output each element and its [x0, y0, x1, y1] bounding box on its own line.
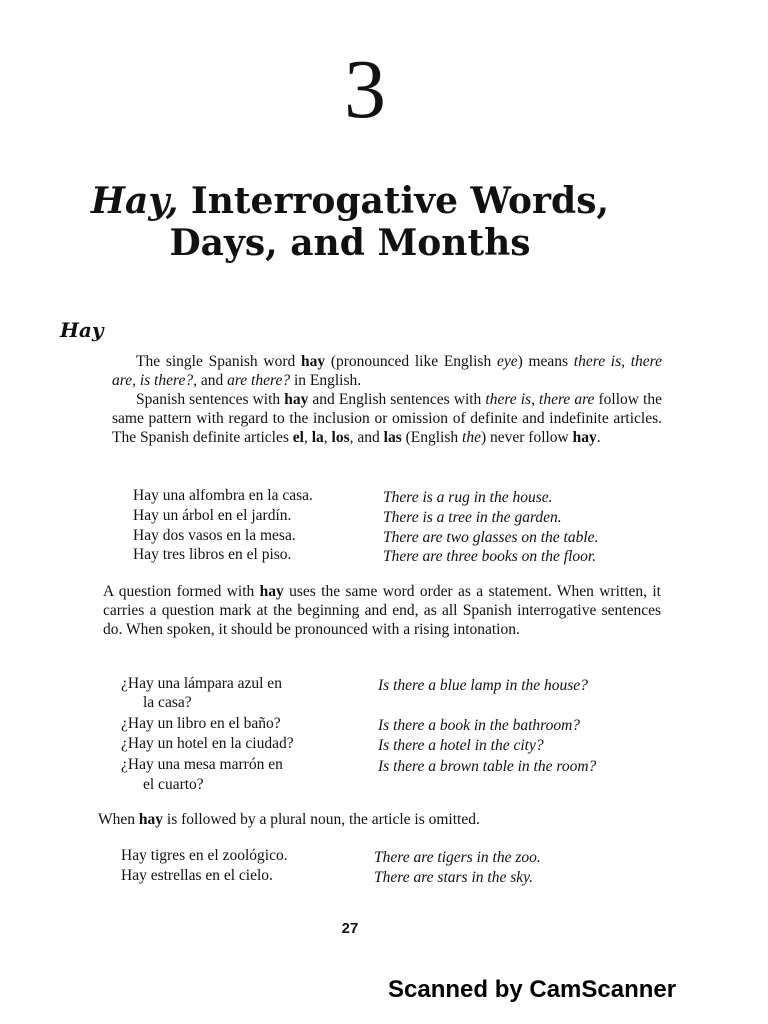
- example-es: Hay tres libros en el piso.: [133, 546, 292, 563]
- scanner-watermark: Scanned by CamScanner: [388, 976, 677, 1003]
- example-es: Hay una alfombra en la casa.: [133, 487, 313, 504]
- page-number: 27: [341, 920, 359, 937]
- chapter-number: 3: [344, 43, 386, 136]
- paragraph-articles: Spanish sentences with hay and English sentences with there is, there are follow the same pattern with regard to the inclusion or omission of definite and indefinite articles. The Spanish definite articles el, la, los, and las (English the) never follow hay.: [112, 391, 662, 446]
- example-en: There is a rug in the house.: [383, 489, 553, 506]
- example-en: Is there a book in the bathroom?: [378, 717, 581, 734]
- example-en: There are tigers in the zoo.: [374, 849, 541, 866]
- example-en: Is there a brown table in the room?: [378, 758, 597, 775]
- chapter-title-line1: Interrogative Words,: [178, 180, 609, 222]
- example-en: There are three books on the floor.: [383, 548, 597, 565]
- chapter-title-line2: Days, and Months: [169, 222, 531, 264]
- example-es: Hay tigres en el zoológico.: [121, 847, 288, 864]
- example-es-continued: la casa?: [143, 694, 192, 711]
- example-en: There are stars in the sky.: [374, 869, 534, 886]
- chapter-title: [0, 180, 700, 264]
- paragraph-plural-rule: When hay is followed by a plural noun, the article is omitted.: [98, 811, 480, 828]
- paragraph-question-form: A question formed with hay uses the same word order as a statement. When written, it carries a question mark at the beginning and end, as all Spanish interrogative sentences do. When spoken, it should be pronounced with a rising intonation.: [103, 583, 661, 638]
- example-en: Is there a hotel in the city?: [378, 737, 544, 754]
- paragraph-intro: [112, 352, 662, 447]
- example-en: There is a tree in the garden.: [383, 509, 562, 526]
- example-en: Is there a blue lamp in the house?: [378, 677, 588, 694]
- example-es: ¿Hay un hotel en la ciudad?: [121, 735, 294, 752]
- example-es: Hay estrellas en el cielo.: [121, 867, 273, 884]
- example-es-continued: el cuarto?: [143, 776, 204, 793]
- example-es: Hay un árbol en el jardín.: [133, 507, 292, 524]
- example-en: There are two glasses on the table.: [383, 529, 599, 546]
- example-es: ¿Hay una mesa marrón en: [121, 756, 283, 773]
- example-es: ¿Hay una lámpara azul en: [121, 675, 282, 692]
- section-heading: Hay: [60, 318, 104, 342]
- example-es: ¿Hay un libro en el baño?: [121, 715, 281, 732]
- paragraph-hay-meaning: The single Spanish word hay (pronounced like English eye) means there is, there are, is there?, and are there? in English.: [112, 353, 663, 389]
- example-es: Hay dos vasos en la mesa.: [133, 527, 296, 544]
- chapter-title-lead: Hay,: [91, 180, 179, 222]
